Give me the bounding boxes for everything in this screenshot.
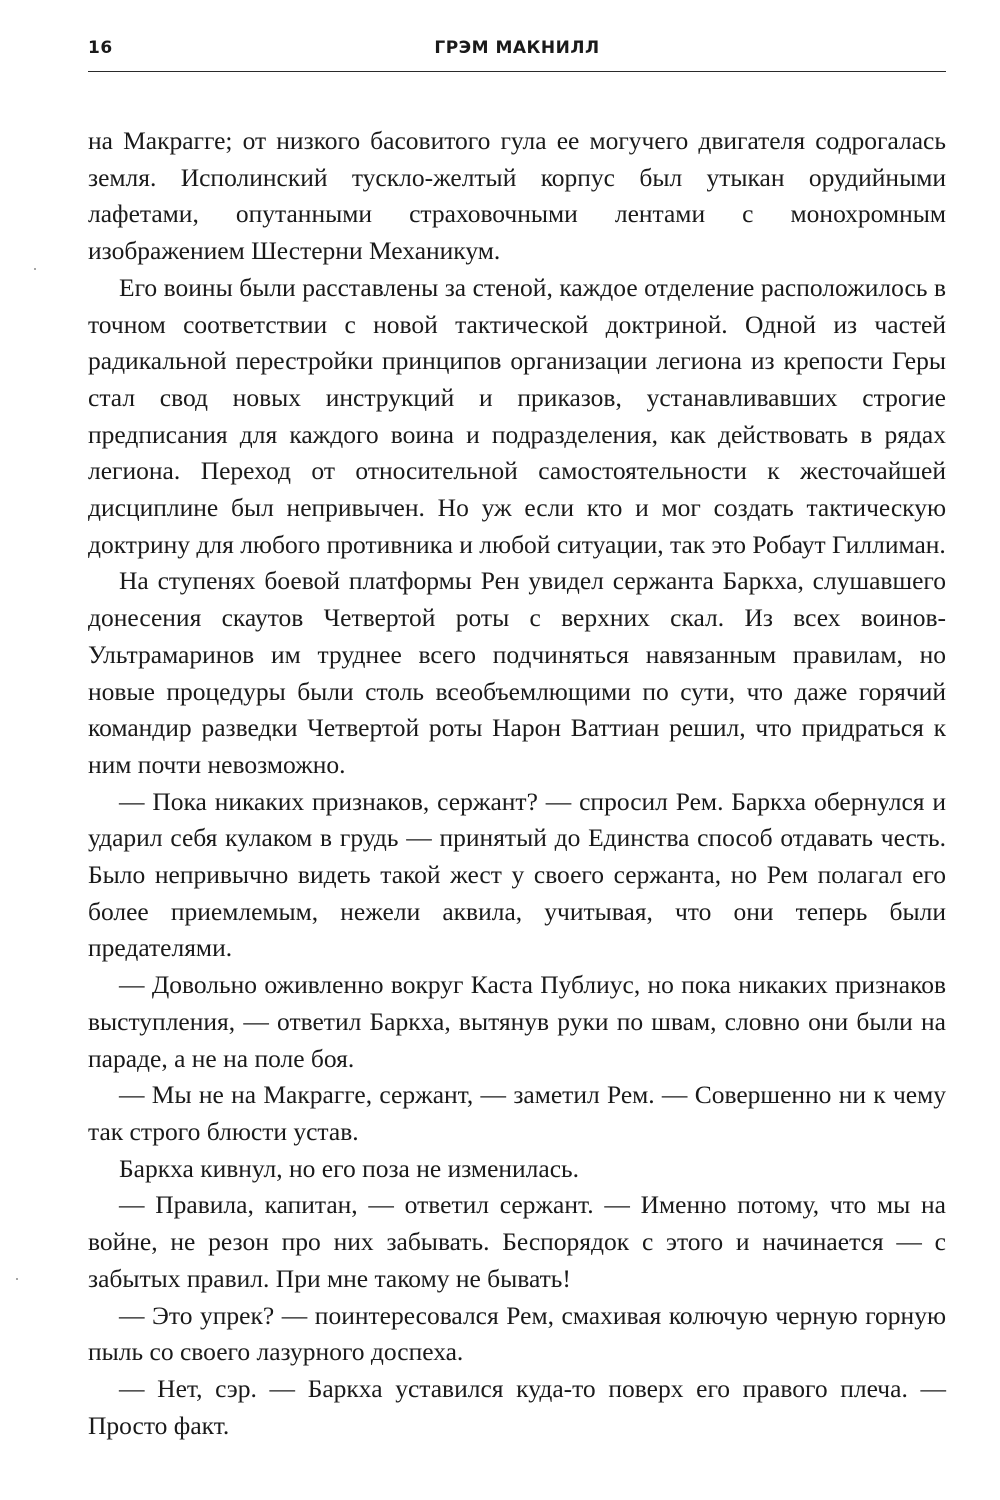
dialogue-paragraph: — Довольно оживленно вокруг Каста Публиус, но пока никаких признаков выступления, — ответил Баркха, вытянув руки по швам, словно они были на параде, а не на поле боя. <box>88 970 946 1073</box>
scan-speck <box>16 1278 18 1280</box>
dialogue-paragraph: — Нет, сэр. — Баркха уставился куда-то поверх его правого плеча. — Просто факт. <box>88 1373 946 1440</box>
scan-speck <box>34 268 36 270</box>
header-rule <box>88 71 946 72</box>
dialogue-paragraph: — Это упрек? — поинтересовался Рем, смахивая колючую черную горную пыль со своего лазурного доспеха. <box>88 1300 946 1367</box>
running-head <box>88 38 946 70</box>
dialogue-paragraph: — Пока никаких признаков, сержант? — спросил Рем. Баркха обернулся и ударил себя кулаком в грудь — принятый до Единства способ отдавать честь. Было непривычно видеть такой жест у своего сержанта, но Рем полагал его более приемлемым, нежели аквила, учитывая, что они теперь были предателями. <box>88 786 946 963</box>
paragraph: на Макрагге; от низкого басовитого гула ее могучего двигателя содрогалась земля. Исполинский тускло-желтый корпус был утыкан орудийными лафетами, опутанными страховочными лентами с монохромным изображением Шестерни Механикум. <box>88 126 946 266</box>
paragraph: Его воины были расставлены за стеной, каждое отделение расположилось в точном соответствии с новой тактической доктриной. Одной из частей радикальной перестройки принципов организации легиона из крепости Геры стал свод новых инструкций и приказов, устанавливавших строгие предписания для каждого воина и подразделения, как действовать в рядах легиона. Переход от относительной самостоятельности к жесточайшей дисциплине был непривычен. Но уж если кто и мог создать тактическую доктрину для любого противника и любой ситуации, так это Робаут Гиллиман. <box>88 272 946 559</box>
dialogue-paragraph: — Мы не на Макрагге, сержант, — заметил Рем. — Совершенно ни к чему так строго блюсти устав. <box>88 1080 946 1146</box>
body-text <box>88 123 946 1444</box>
paragraph: На ступенях боевой платформы Рен увидел сержанта Баркха, слушавшего донесения скаутов Четвертой роты с верхних скал. Из всех воинов-Ультрамаринов им труднее всего подчиняться навязанным правилам, но новые процедуры были столь всеобъемлющими по сути, что даже горячий командир разведки Четвертой роты Нарон Ваттиан решил, что придраться к ним почти невозможно. <box>88 566 946 779</box>
dialogue-paragraph: — Правила, капитан, — ответил сержант. — Именно потому, что мы на войне, не резон про них забывать. Беспорядок с этого и начинается — с забытых правил. При мне такому не бывать! <box>88 1190 946 1293</box>
page-number: 16 <box>88 38 113 58</box>
book-author: ГРЭМ МАКНИЛЛ <box>434 38 600 58</box>
paragraph: Баркха кивнул, но его поза не изменилась. <box>119 1153 580 1183</box>
